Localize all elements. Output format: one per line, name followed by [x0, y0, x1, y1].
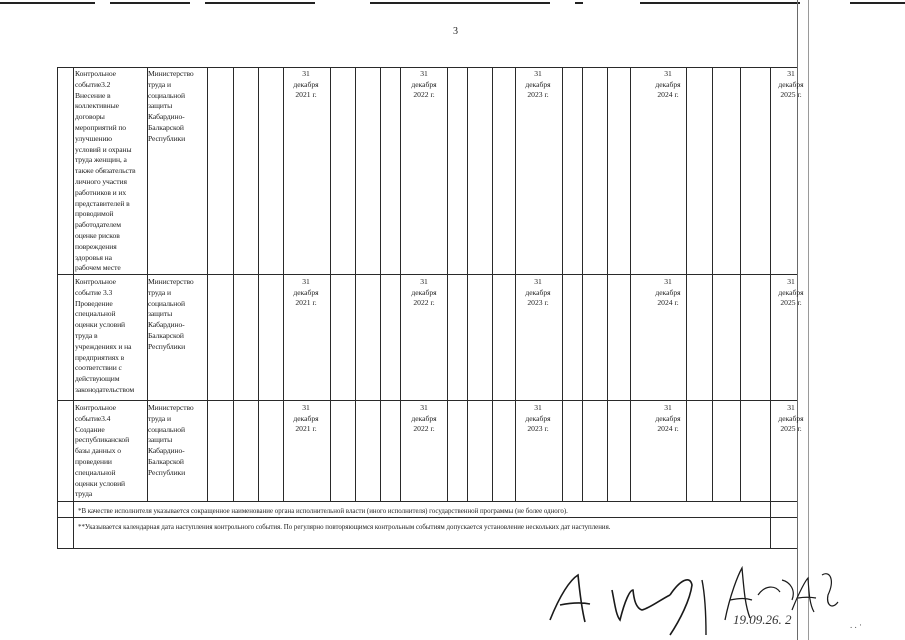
event-cell-row-3: Контрольное событие3.4 Создание республиканской базы данных о проведении специальной оценки условий труда [75, 403, 130, 499]
date-cell-row-3-col-3: 31 декабря 2023 г. [525, 403, 551, 433]
table-column-line [258, 67, 259, 501]
footnote-separator [57, 517, 797, 518]
table-row-line [57, 400, 797, 401]
handwritten-signature [530, 540, 905, 640]
footnote-date: **Указывается календарная дата наступления контрольного события. По регулярно повторяющимся контрольным событиям допускается установление нескольких дат наступления. [78, 524, 611, 531]
table-column-line [380, 67, 381, 501]
table-column-line [492, 67, 493, 501]
table-column-line [562, 67, 563, 501]
signature-text [1, 3, 6, 4]
event-cell-row-1: Контрольное событие3.2 Внесение в коллективные договоры мероприятий по улучшению условий и охраны труда женщин, а также обязательств личного участия работников и их представителей в проводимой работодателем оценке рисков повреждения здоровья на рабочем месте [75, 69, 136, 273]
table-column-line [607, 67, 608, 501]
table-column-line [712, 67, 713, 501]
date-cell-row-1-col-4: 31 декабря 2024 г. [655, 69, 681, 99]
table-column-line [582, 67, 583, 501]
date-cell-row-2-col-5: 31 декабря 2025 г. [778, 277, 804, 307]
table-column-line [233, 67, 234, 501]
date-cell-row-1-col-1: 31 декабря 2021 г. [293, 69, 319, 99]
date-cell-row-1-col-5: 31 декабря 2025 г. [778, 69, 804, 99]
date-cell-row-2-col-1: 31 декабря 2021 г. [293, 277, 319, 307]
date-cell-row-3-col-4: 31 декабря 2024 г. [655, 403, 681, 433]
table-row-line [57, 274, 797, 275]
table-column-line [630, 67, 631, 501]
table-column-line [73, 67, 74, 548]
table-column-line [355, 67, 356, 501]
scan-specks: . . · [850, 620, 862, 630]
table-column-line [447, 67, 448, 501]
executor-cell-row-3: Министерство труда и социальной защиты Кабардино- Балкарской Республики [148, 403, 194, 477]
date-cell-row-3-col-5: 31 декабря 2025 г. [778, 403, 804, 433]
signature-text [1, 1, 3, 2]
event-cell-row-2: Контрольное событие 3.3 Проведение специальной оценки условий труда в учреждениях и на предприятиях в соответствии с действующим законодательством [75, 277, 135, 394]
table-column-line [467, 67, 468, 501]
date-cell-row-3-col-1: 31 декабря 2021 г. [293, 403, 319, 433]
executor-cell-row-1: Министерство труда и социальной защиты Кабардино- Балкарской Республики [148, 69, 194, 143]
date-cell-row-2-col-2: 31 декабря 2022 г. [411, 277, 437, 307]
date-cell-row-2-col-3: 31 декабря 2023 г. [525, 277, 551, 307]
executor-cell-row-2: Министерство труда и социальной защиты Кабардино- Балкарской Республики [148, 277, 194, 351]
footnote-executor: *В качестве исполнителя указывается сокращенное наименование органа исполнительной власти (иного исполнителя) государственной программы (не более одного). [78, 508, 568, 515]
date-cell-row-1-col-3: 31 декабря 2023 г. [525, 69, 551, 99]
date-cell-row-1-col-2: 31 декабря 2022 г. [411, 69, 437, 99]
page-number: 3 [453, 26, 458, 37]
signature-date: 19.09.26. 2 [733, 612, 792, 627]
table-column-line [400, 67, 401, 501]
table-column-line [740, 67, 741, 501]
table-row-line [57, 67, 797, 68]
table-row-line [57, 501, 797, 502]
table-column-line [330, 67, 331, 501]
date-cell-row-3-col-2: 31 декабря 2022 г. [411, 403, 437, 433]
date-cell-row-2-col-4: 31 декабря 2024 г. [655, 277, 681, 307]
table-column-line [57, 67, 58, 548]
